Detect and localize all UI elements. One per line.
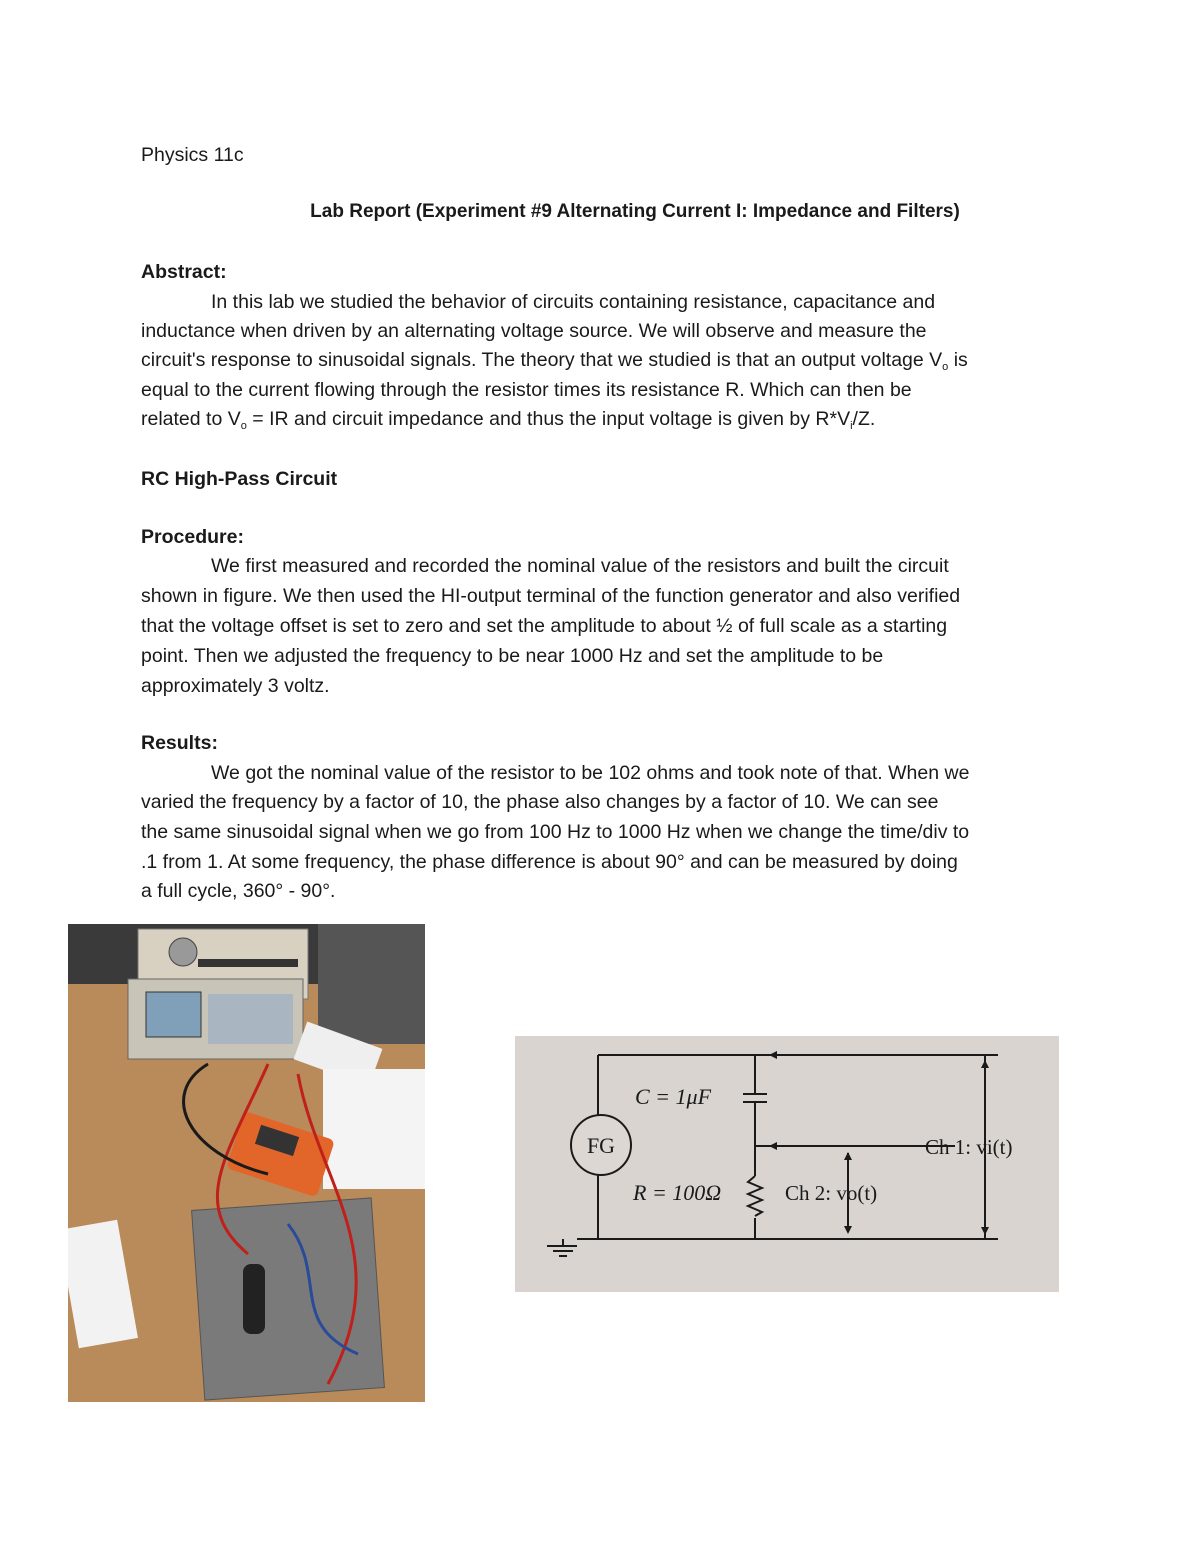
results-line-2: varied the frequency by a factor of 10, the phase also changes by a factor of 10. We can see — [141, 791, 939, 813]
procedure-line-1: We first measured and recorded the nominal value of the resistors and built the circuit — [211, 555, 949, 577]
procedure-line-4: point. Then we adjusted the frequency to be near 1000 Hz and set the amplitude to be — [141, 645, 884, 667]
procedure-line-5: approximately 3 voltz. — [141, 675, 330, 697]
abstract-line-5-b: = IR and circuit impedance and thus the input voltage is given by R*V — [246, 408, 851, 430]
procedure-line-2: shown in figure. We then used the HI-output terminal of the function generator and also verified — [141, 585, 961, 607]
abstract-line-3-text: circuit's response to sinusoidal signals. The theory that we studied is that an output voltage V — [141, 349, 943, 371]
abstract-line-4: equal to the current flowing through the resistor times its resistance R. Which can then be — [141, 379, 912, 401]
procedure-line-3: that the voltage offset is set to zero and set the amplitude to about ½ of full scale as a starting — [141, 615, 948, 637]
report-title: Lab Report (Experiment #9 Alternating Current I: Impedance and Filters) — [310, 201, 960, 222]
subscript-o: o — [240, 420, 247, 432]
subscript-o: o — [942, 361, 949, 373]
capacitor-label: C = 1μF — [635, 1084, 712, 1109]
ch1-label: Ch 1: vi(t) — [925, 1135, 1013, 1159]
results-line-1: We got the nominal value of the resistor to be 102 ohms and took note of that. When we — [211, 762, 970, 784]
subscript-i: i — [850, 420, 853, 432]
fg-label: FG — [586, 1133, 616, 1158]
circuit-diagram — [515, 1036, 1059, 1292]
resistor-label: R = 100Ω — [633, 1180, 722, 1205]
lab-bench-photo — [68, 924, 425, 1402]
abstract-heading: Abstract: — [141, 261, 227, 283]
abstract-line-2: inductance when driven by an alternating voltage source. We will observe and measure the — [141, 320, 927, 342]
abstract-line-1: In this lab we studied the behavior of circuits containing resistance, capacitance and — [211, 291, 936, 313]
ch2-label: Ch 2: vo(t) — [785, 1181, 878, 1205]
course-label: Physics 11c — [141, 144, 244, 166]
results-heading: Results: — [141, 732, 218, 754]
results-line-4: .1 from 1. At some frequency, the phase difference is about 90° and can be measured by doing — [141, 851, 958, 873]
procedure-heading: Procedure: — [141, 526, 244, 548]
results-line-3: the same sinusoidal signal when we go from 100 Hz to 1000 Hz when we change the time/div to — [141, 821, 970, 843]
abstract-line-5-a: related to V — [141, 408, 241, 430]
results-line-5: a full cycle, 360° - 90°. — [141, 880, 336, 902]
abstract-line-5 — [141, 407, 875, 438]
section-heading: RC High-Pass Circuit — [141, 468, 338, 490]
abstract-line-5-c: /Z. — [852, 408, 876, 430]
abstract-line-3-tail: is — [948, 349, 968, 371]
abstract-line-3 — [141, 348, 968, 379]
